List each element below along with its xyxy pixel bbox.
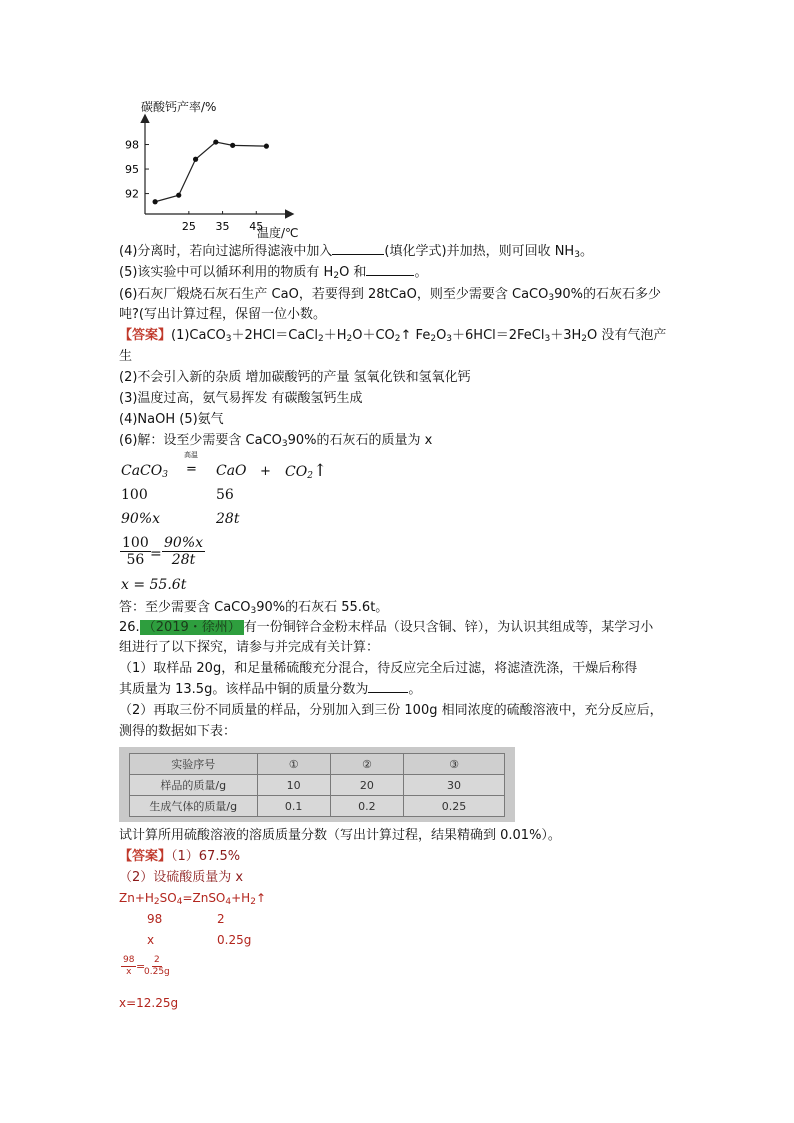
table-header-cell: 实验序号	[130, 754, 258, 775]
y-tick-label: 92	[125, 187, 139, 201]
q5-end: 。	[414, 265, 428, 280]
eq-plus: +	[260, 464, 271, 479]
y-axis-label: 碳酸钙产率/%	[141, 100, 217, 114]
eq26-h2: +H	[231, 891, 251, 905]
data-point	[176, 193, 181, 198]
data-point	[264, 144, 269, 149]
question-26	[119, 618, 653, 637]
data-table-image	[119, 747, 515, 822]
ans1-h: ＋3H	[550, 328, 582, 343]
x-tick-label: 45	[249, 220, 264, 233]
fraction-equals: =	[150, 546, 162, 562]
q5-blank[interactable]	[366, 263, 414, 276]
fraction-100-56	[120, 535, 151, 568]
q26-text: 有一份铜锌合金粉末样品（设只含铜、锌），为认识其组成等，某学习小	[243, 620, 654, 635]
yield-line	[155, 142, 266, 202]
question-6-line1: (6)石灰厂煅烧石灰石生产 CaO，若要得到 28tCaO，则至少需要含 CaCO$_3$90%的石灰石多少	[119, 287, 661, 303]
question-26-part1: （1）取样品 20g，和足量稀硫酸充分混合，待反应完全后过滤，将滤渣洗涤，干燥后称得	[119, 661, 638, 676]
q26-blank[interactable]	[368, 680, 408, 693]
eq-caco3: CaCO$_3$	[121, 463, 168, 480]
ans1-f: O	[436, 328, 447, 343]
eq-var-28t: 28t	[216, 511, 240, 527]
answer-2: (2)不会引入新的杂质 增加碳酸钙的产量 氢氧化铁和氢氧化钙	[119, 370, 471, 385]
eq26-so4: SO	[159, 891, 177, 905]
eq-result: x = 55.6t	[121, 577, 187, 593]
eq-cao: CaO	[216, 463, 247, 479]
table-cell: 生成气体的质量/g	[130, 796, 258, 817]
ans26-1-text: （1）67.5%	[171, 849, 241, 864]
frac-num-1: 100	[122, 535, 149, 551]
answer-4-5: (4)NaOH (5)氨气	[119, 412, 224, 427]
table-cell: 0.25	[404, 796, 505, 817]
eq-var-x: 90%x	[121, 511, 161, 527]
answer-6-final: 答：至少需要含 CaCO$_3$90%的石灰石 55.6t。	[119, 600, 389, 616]
eq26-mass-98: 98	[147, 912, 163, 926]
answer-3: (3)温度过高，氨气易挥发 有碳酸氢钙生成	[119, 391, 363, 406]
q6-text: (6)石灰厂煅烧石灰石生产 CaO，若要得到 28tCaO，则至少需要含 CaCO	[119, 287, 549, 302]
ans1-b: ＋2HCl＝CaCl	[231, 328, 318, 343]
table-header-cell: ①	[257, 754, 330, 775]
q4-text-after: (填化学式)并加热，则可回收 NH	[384, 244, 575, 259]
question-6-line2: 吨?(写出计算过程，保留一位小数。	[119, 307, 326, 322]
frac26-num-1: 98	[123, 955, 135, 965]
table-header-cell: ②	[330, 754, 403, 775]
table-header-row	[130, 754, 505, 775]
frac26-num-2: 2	[154, 955, 160, 965]
data-table	[129, 753, 505, 817]
question-26-line2: 组进行了以下探究，请参与并完成有关计算：	[119, 640, 380, 655]
q4-blank[interactable]	[332, 242, 384, 255]
question-4: (4)分离时，若向过滤所得滤液中加入 (填化学式)并加热，则可回收 $NH_3$。	[119, 244, 593, 260]
x-tick-label: 25	[181, 220, 196, 233]
ans1-d: O＋CO	[352, 328, 395, 343]
ans1-c: ＋H	[323, 328, 347, 343]
question-26-part2: （2）再取三份不同质量的样品，分别加入到三份 100g 相同浓度的硫酸溶液中，充分反应后，	[119, 703, 663, 718]
fraction-2-025g	[144, 955, 170, 978]
eq26-mass-2: 2	[217, 912, 225, 926]
table-cell: 0.2	[330, 796, 403, 817]
table-cell: 10	[257, 775, 330, 796]
eq-co2: $CO_2↑$	[285, 461, 328, 481]
fraction-x-28t	[162, 535, 205, 568]
question-26-part1b	[119, 680, 421, 699]
answer-26-1	[119, 847, 240, 866]
answer-mark: 【答案】	[119, 328, 172, 343]
answer-mark: 【答案】	[119, 849, 172, 864]
table-cell: 样品的质量/g	[130, 775, 258, 796]
eq-mass-100: 100	[121, 487, 148, 503]
eq26-eq: =ZnSO	[182, 891, 226, 905]
frac-num-2: 90%x	[164, 535, 204, 551]
ans1-e: ↑ Fe	[400, 328, 431, 343]
answer-6: (6)解：设至少需要含 CaCO$_3$90%的石灰石的质量为 x	[119, 433, 433, 449]
ans6-final-b: 90%的石灰石 55.6t。	[256, 600, 389, 615]
answer-26-2: （2）设硫酸质量为 x	[119, 870, 244, 885]
answer-1-line2: 生	[119, 349, 133, 364]
q26-number: 26.	[119, 620, 140, 635]
q26-p1b-text: 其质量为 13.5g。该样品中铜的质量分数为	[119, 682, 369, 697]
yield-temperature-chart	[0, 0, 794, 240]
x-axis-label: 温度/℃	[257, 226, 299, 240]
frac-den-2: 28t	[171, 552, 196, 568]
eq-mass-56: 56	[216, 487, 234, 503]
fraction26-equals: =	[136, 960, 146, 973]
y-tick-label: 95	[125, 163, 139, 177]
eq26-x: x	[147, 933, 155, 947]
frac26-den-2: 0.25g	[144, 967, 170, 977]
ans1-i: O 没有气泡产	[587, 328, 667, 343]
q26-source-tag: （2019・徐州）	[140, 620, 244, 635]
eq26-025g: 0.25g	[217, 933, 252, 947]
ans6-b: 90%的石灰石的质量为 x	[287, 433, 433, 448]
q5-text: (5)该实验中可以循环利用的物质有 H	[119, 265, 334, 280]
q4-end: 。	[579, 244, 593, 259]
data-point	[193, 157, 198, 162]
y-tick-label: 98	[125, 138, 139, 152]
q5-text-b: O 和	[339, 265, 367, 280]
answer-1: 【答案】$(1)CaCO_3+2HCl=CaCl_2+H_2O+CO_2↑$ $Fe_2O_3+6HCl=2FeCl_3+3H_2O$ 没有气泡产	[119, 328, 667, 344]
table-header-cell: ③	[404, 754, 505, 775]
table-cell: 0.1	[257, 796, 330, 817]
question-26-calc: 试计算所用硫酸溶液的溶质质量分数（写出计算过程，结果精确到 0.01%）。	[119, 828, 561, 843]
eq-condition: 高温	[184, 451, 198, 459]
eq26-result: x=12.25g	[119, 996, 179, 1010]
x-tick-label: 35	[215, 220, 230, 233]
data-point	[230, 143, 235, 148]
data-point	[153, 199, 158, 204]
ans1-g: ＋6HCl＝2FeCl	[452, 328, 545, 343]
table-cell: 20	[330, 775, 403, 796]
question-26-part2b: 测得的数据如下表：	[119, 724, 237, 739]
q6-text-b: 90%的石灰石多少	[554, 287, 661, 302]
fraction-98-x	[121, 955, 136, 978]
question-5: (5)该实验中可以循环利用的物质有 $H_2O$ 和 。	[119, 265, 428, 281]
frac26-den-1: x	[126, 967, 132, 977]
eq-equals: =	[186, 462, 197, 477]
table-row	[130, 796, 505, 817]
q4-text: (4)分离时，若向过滤所得滤液中加入	[119, 244, 333, 259]
eq-co2-text: CO	[285, 464, 308, 480]
eq26-zn: Zn+H	[119, 891, 154, 905]
eq-caco3-text: CaCO	[121, 463, 163, 479]
ans6-final-a: 答：至少需要含 CaCO	[119, 600, 251, 615]
table-cell: 30	[404, 775, 505, 796]
answer-26-equation: $Zn+H_2SO_4=ZnSO_4+H_2↑$	[119, 891, 266, 907]
table-row	[130, 775, 505, 796]
ans6-a: (6)解：设至少需要含 CaCO	[119, 433, 282, 448]
ans1-a: (1)CaCO	[171, 328, 226, 343]
frac-den-1: 56	[126, 552, 145, 568]
data-point	[213, 139, 218, 144]
eq-co2-arrow: ↑	[312, 461, 328, 481]
eq26-up: ↑	[255, 891, 266, 905]
q26-p1c: 。	[408, 682, 422, 697]
